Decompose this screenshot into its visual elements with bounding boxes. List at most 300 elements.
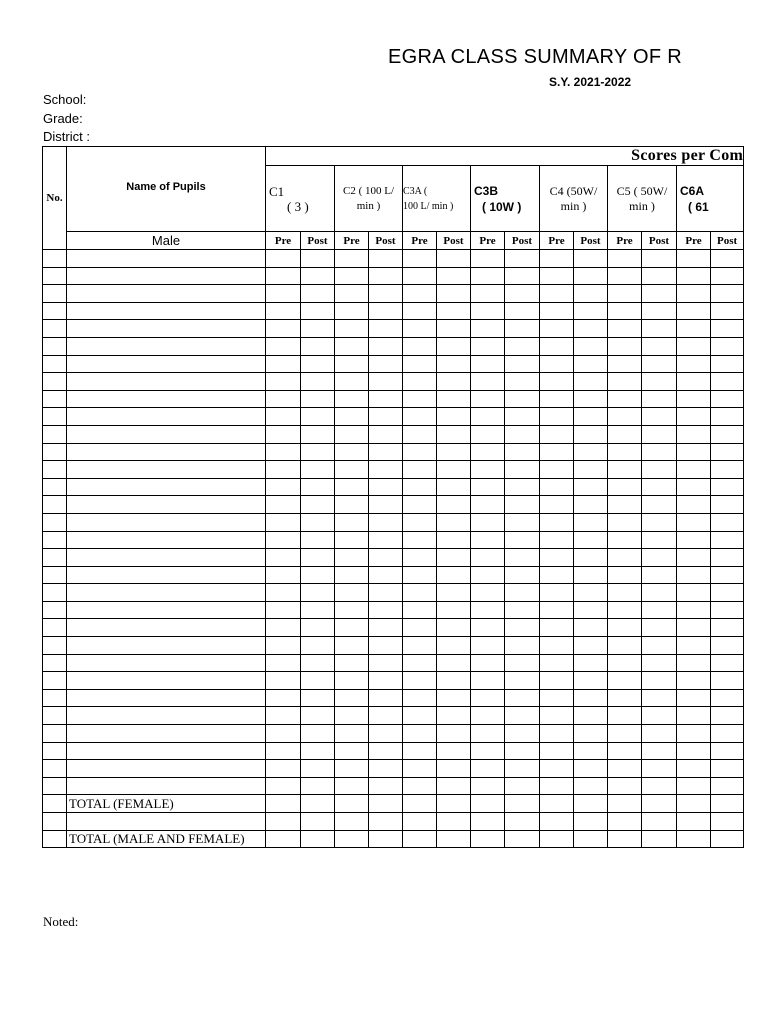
score-cell[interactable] [266, 795, 301, 813]
score-cell[interactable] [574, 443, 608, 461]
score-cell[interactable] [403, 373, 437, 391]
score-cell[interactable] [711, 390, 744, 408]
score-cell[interactable] [711, 601, 744, 619]
score-cell[interactable] [266, 531, 301, 549]
score-cell[interactable] [437, 619, 471, 637]
score-cell[interactable] [608, 760, 642, 778]
score-cell[interactable] [266, 443, 301, 461]
score-cell[interactable] [677, 725, 711, 743]
score-cell[interactable] [608, 742, 642, 760]
score-cell[interactable] [437, 302, 471, 320]
score-cell[interactable] [642, 390, 677, 408]
score-cell[interactable] [574, 742, 608, 760]
score-cell[interactable] [677, 373, 711, 391]
score-cell[interactable] [677, 425, 711, 443]
pupil-name-cell[interactable] [67, 549, 266, 567]
score-cell[interactable] [608, 461, 642, 479]
score-cell[interactable] [437, 672, 471, 690]
score-cell[interactable] [301, 777, 335, 795]
row-number-cell[interactable] [43, 408, 67, 426]
score-cell[interactable] [540, 496, 574, 514]
score-cell[interactable] [574, 285, 608, 303]
score-cell[interactable] [608, 777, 642, 795]
score-cell[interactable] [301, 478, 335, 496]
score-cell[interactable] [608, 355, 642, 373]
score-cell[interactable] [540, 390, 574, 408]
score-cell[interactable] [574, 355, 608, 373]
score-cell[interactable] [301, 601, 335, 619]
score-cell[interactable] [301, 795, 335, 813]
score-cell[interactable] [677, 250, 711, 268]
score-cell[interactable] [437, 601, 471, 619]
score-cell[interactable] [471, 478, 505, 496]
score-cell[interactable] [608, 654, 642, 672]
score-cell[interactable] [642, 760, 677, 778]
score-cell[interactable] [369, 601, 403, 619]
score-cell[interactable] [505, 443, 540, 461]
score-cell[interactable] [540, 672, 574, 690]
score-cell[interactable] [677, 760, 711, 778]
score-cell[interactable] [677, 742, 711, 760]
score-cell[interactable] [642, 513, 677, 531]
score-cell[interactable] [642, 601, 677, 619]
pupil-name-cell[interactable] [67, 619, 266, 637]
score-cell[interactable] [369, 619, 403, 637]
score-cell[interactable] [540, 461, 574, 479]
score-cell[interactable] [403, 531, 437, 549]
score-cell[interactable] [335, 795, 369, 813]
score-cell[interactable] [369, 707, 403, 725]
score-cell[interactable] [574, 373, 608, 391]
score-cell[interactable] [711, 425, 744, 443]
score-cell[interactable] [505, 355, 540, 373]
score-cell[interactable] [711, 689, 744, 707]
score-cell[interactable] [266, 689, 301, 707]
score-cell[interactable] [540, 549, 574, 567]
score-cell[interactable] [505, 373, 540, 391]
score-cell[interactable] [677, 566, 711, 584]
score-cell[interactable] [505, 654, 540, 672]
score-cell[interactable] [677, 531, 711, 549]
score-cell[interactable] [403, 777, 437, 795]
score-cell[interactable] [540, 813, 574, 831]
score-cell[interactable] [369, 689, 403, 707]
score-cell[interactable] [301, 725, 335, 743]
score-cell[interactable] [540, 302, 574, 320]
score-cell[interactable] [540, 285, 574, 303]
score-cell[interactable] [369, 742, 403, 760]
score-cell[interactable] [642, 320, 677, 338]
score-cell[interactable] [540, 777, 574, 795]
score-cell[interactable] [437, 513, 471, 531]
pupil-name-cell[interactable] [67, 672, 266, 690]
pupil-name-cell[interactable] [67, 725, 266, 743]
score-cell[interactable] [711, 619, 744, 637]
score-cell[interactable] [335, 443, 369, 461]
score-cell[interactable] [642, 355, 677, 373]
score-cell[interactable] [505, 425, 540, 443]
score-cell[interactable] [677, 777, 711, 795]
score-cell[interactable] [540, 320, 574, 338]
score-cell[interactable] [301, 513, 335, 531]
score-cell[interactable] [642, 619, 677, 637]
score-cell[interactable] [711, 795, 744, 813]
score-cell[interactable] [711, 707, 744, 725]
score-cell[interactable] [266, 566, 301, 584]
score-cell[interactable] [540, 355, 574, 373]
score-cell[interactable] [471, 461, 505, 479]
score-cell[interactable] [369, 478, 403, 496]
score-cell[interactable] [437, 742, 471, 760]
row-number-cell[interactable] [43, 390, 67, 408]
score-cell[interactable] [540, 619, 574, 637]
score-cell[interactable] [369, 795, 403, 813]
score-cell[interactable] [540, 654, 574, 672]
score-cell[interactable] [677, 549, 711, 567]
score-cell[interactable] [301, 285, 335, 303]
score-cell[interactable] [574, 637, 608, 655]
score-cell[interactable] [608, 390, 642, 408]
score-cell[interactable] [301, 390, 335, 408]
score-cell[interactable] [608, 584, 642, 602]
score-cell[interactable] [471, 584, 505, 602]
score-cell[interactable] [403, 725, 437, 743]
score-cell[interactable] [471, 689, 505, 707]
pupil-name-cell[interactable] [67, 637, 266, 655]
score-cell[interactable] [574, 654, 608, 672]
score-cell[interactable] [711, 672, 744, 690]
score-cell[interactable] [642, 337, 677, 355]
score-cell[interactable] [403, 549, 437, 567]
score-cell[interactable] [642, 654, 677, 672]
score-cell[interactable] [642, 443, 677, 461]
score-cell[interactable] [369, 760, 403, 778]
score-cell[interactable] [642, 795, 677, 813]
score-cell[interactable] [266, 760, 301, 778]
pupil-name-cell[interactable] [67, 355, 266, 373]
score-cell[interactable] [471, 267, 505, 285]
score-cell[interactable] [403, 302, 437, 320]
score-cell[interactable] [471, 830, 505, 848]
score-cell[interactable] [471, 285, 505, 303]
pupil-name-cell[interactable] [67, 478, 266, 496]
score-cell[interactable] [301, 830, 335, 848]
score-cell[interactable] [471, 373, 505, 391]
score-cell[interactable] [369, 337, 403, 355]
score-cell[interactable] [471, 742, 505, 760]
score-cell[interactable] [540, 637, 574, 655]
score-cell[interactable] [266, 584, 301, 602]
score-cell[interactable] [369, 654, 403, 672]
score-cell[interactable] [266, 707, 301, 725]
score-cell[interactable] [677, 795, 711, 813]
score-cell[interactable] [301, 566, 335, 584]
score-cell[interactable] [437, 425, 471, 443]
score-cell[interactable] [540, 337, 574, 355]
score-cell[interactable] [574, 496, 608, 514]
score-cell[interactable] [574, 425, 608, 443]
row-number-cell[interactable] [43, 742, 67, 760]
score-cell[interactable] [471, 777, 505, 795]
score-cell[interactable] [574, 267, 608, 285]
score-cell[interactable] [266, 461, 301, 479]
score-cell[interactable] [301, 584, 335, 602]
score-cell[interactable] [711, 478, 744, 496]
score-cell[interactable] [574, 320, 608, 338]
score-cell[interactable] [403, 707, 437, 725]
score-cell[interactable] [505, 496, 540, 514]
score-cell[interactable] [369, 672, 403, 690]
score-cell[interactable] [505, 531, 540, 549]
row-number-cell[interactable] [43, 461, 67, 479]
score-cell[interactable] [437, 531, 471, 549]
row-number-cell[interactable] [43, 795, 67, 813]
score-cell[interactable] [266, 619, 301, 637]
score-cell[interactable] [677, 478, 711, 496]
score-cell[interactable] [471, 725, 505, 743]
score-cell[interactable] [505, 549, 540, 567]
pupil-name-cell[interactable] [67, 390, 266, 408]
score-cell[interactable] [335, 320, 369, 338]
row-number-cell[interactable] [43, 777, 67, 795]
score-cell[interactable] [540, 689, 574, 707]
score-cell[interactable] [369, 355, 403, 373]
score-cell[interactable] [505, 601, 540, 619]
score-cell[interactable] [608, 320, 642, 338]
score-cell[interactable] [266, 390, 301, 408]
score-cell[interactable] [608, 531, 642, 549]
row-number-cell[interactable] [43, 302, 67, 320]
score-cell[interactable] [574, 725, 608, 743]
score-cell[interactable] [711, 337, 744, 355]
score-cell[interactable] [266, 496, 301, 514]
score-cell[interactable] [711, 725, 744, 743]
score-cell[interactable] [677, 637, 711, 655]
row-number-cell[interactable] [43, 443, 67, 461]
score-cell[interactable] [608, 795, 642, 813]
score-cell[interactable] [471, 302, 505, 320]
pupil-name-cell[interactable] [67, 566, 266, 584]
row-number-cell[interactable] [43, 531, 67, 549]
score-cell[interactable] [301, 267, 335, 285]
score-cell[interactable] [505, 408, 540, 426]
score-cell[interactable] [642, 777, 677, 795]
score-cell[interactable] [403, 285, 437, 303]
score-cell[interactable] [437, 320, 471, 338]
score-cell[interactable] [471, 566, 505, 584]
score-cell[interactable] [301, 760, 335, 778]
row-number-cell[interactable] [43, 478, 67, 496]
score-cell[interactable] [540, 250, 574, 268]
score-cell[interactable] [335, 619, 369, 637]
pupil-name-cell[interactable] [67, 760, 266, 778]
score-cell[interactable] [335, 513, 369, 531]
score-cell[interactable] [437, 373, 471, 391]
score-cell[interactable] [711, 742, 744, 760]
score-cell[interactable] [711, 531, 744, 549]
score-cell[interactable] [540, 267, 574, 285]
score-cell[interactable] [677, 601, 711, 619]
score-cell[interactable] [403, 689, 437, 707]
score-cell[interactable] [505, 337, 540, 355]
score-cell[interactable] [437, 337, 471, 355]
score-cell[interactable] [301, 742, 335, 760]
score-cell[interactable] [505, 513, 540, 531]
score-cell[interactable] [369, 302, 403, 320]
score-cell[interactable] [642, 373, 677, 391]
score-cell[interactable] [505, 637, 540, 655]
score-cell[interactable] [369, 425, 403, 443]
score-cell[interactable] [505, 461, 540, 479]
score-cell[interactable] [540, 566, 574, 584]
score-cell[interactable] [369, 373, 403, 391]
score-cell[interactable] [437, 250, 471, 268]
score-cell[interactable] [403, 408, 437, 426]
score-cell[interactable] [505, 566, 540, 584]
score-cell[interactable] [471, 813, 505, 831]
score-cell[interactable] [266, 320, 301, 338]
score-cell[interactable] [677, 584, 711, 602]
score-cell[interactable] [505, 707, 540, 725]
score-cell[interactable] [471, 601, 505, 619]
score-cell[interactable] [369, 637, 403, 655]
score-cell[interactable] [642, 302, 677, 320]
score-cell[interactable] [335, 672, 369, 690]
score-cell[interactable] [608, 566, 642, 584]
score-cell[interactable] [642, 549, 677, 567]
score-cell[interactable] [608, 830, 642, 848]
score-cell[interactable] [505, 250, 540, 268]
score-cell[interactable] [471, 496, 505, 514]
score-cell[interactable] [642, 461, 677, 479]
score-cell[interactable] [540, 795, 574, 813]
score-cell[interactable] [301, 496, 335, 514]
score-cell[interactable] [335, 777, 369, 795]
score-cell[interactable] [335, 425, 369, 443]
score-cell[interactable] [437, 285, 471, 303]
score-cell[interactable] [437, 795, 471, 813]
score-cell[interactable] [301, 461, 335, 479]
score-cell[interactable] [608, 813, 642, 831]
score-cell[interactable] [266, 408, 301, 426]
row-number-cell[interactable] [43, 285, 67, 303]
score-cell[interactable] [266, 513, 301, 531]
pupil-name-cell[interactable] [67, 443, 266, 461]
score-cell[interactable] [301, 302, 335, 320]
score-cell[interactable] [369, 408, 403, 426]
score-cell[interactable] [403, 320, 437, 338]
pupil-name-cell[interactable] [67, 654, 266, 672]
score-cell[interactable] [471, 795, 505, 813]
score-cell[interactable] [335, 531, 369, 549]
score-cell[interactable] [711, 637, 744, 655]
pupil-name-cell[interactable] [67, 373, 266, 391]
score-cell[interactable] [369, 813, 403, 831]
score-cell[interactable] [301, 320, 335, 338]
pupil-name-cell[interactable] [67, 813, 266, 831]
score-cell[interactable] [471, 320, 505, 338]
score-cell[interactable] [301, 654, 335, 672]
score-cell[interactable] [711, 566, 744, 584]
score-cell[interactable] [301, 672, 335, 690]
score-cell[interactable] [471, 549, 505, 567]
score-cell[interactable] [335, 707, 369, 725]
score-cell[interactable] [574, 619, 608, 637]
row-number-cell[interactable] [43, 637, 67, 655]
score-cell[interactable] [574, 813, 608, 831]
score-cell[interactable] [711, 267, 744, 285]
score-cell[interactable] [608, 478, 642, 496]
score-cell[interactable] [608, 637, 642, 655]
score-cell[interactable] [608, 267, 642, 285]
score-cell[interactable] [608, 672, 642, 690]
score-cell[interactable] [369, 725, 403, 743]
score-cell[interactable] [711, 443, 744, 461]
score-cell[interactable] [540, 373, 574, 391]
score-cell[interactable] [711, 408, 744, 426]
score-cell[interactable] [505, 672, 540, 690]
score-cell[interactable] [266, 355, 301, 373]
score-cell[interactable] [266, 654, 301, 672]
pupil-name-cell[interactable] [67, 267, 266, 285]
score-cell[interactable] [677, 285, 711, 303]
score-cell[interactable] [608, 285, 642, 303]
score-cell[interactable] [437, 830, 471, 848]
pupil-name-cell[interactable] [67, 513, 266, 531]
score-cell[interactable] [642, 425, 677, 443]
score-cell[interactable] [437, 637, 471, 655]
pupil-name-cell[interactable] [67, 742, 266, 760]
pupil-name-cell[interactable] [67, 689, 266, 707]
score-cell[interactable] [574, 566, 608, 584]
score-cell[interactable] [335, 408, 369, 426]
score-cell[interactable] [335, 830, 369, 848]
score-cell[interactable] [711, 373, 744, 391]
score-cell[interactable] [301, 707, 335, 725]
score-cell[interactable] [437, 584, 471, 602]
score-cell[interactable] [471, 707, 505, 725]
score-cell[interactable] [335, 337, 369, 355]
score-cell[interactable] [369, 584, 403, 602]
pupil-name-cell[interactable] [67, 461, 266, 479]
score-cell[interactable] [574, 689, 608, 707]
score-cell[interactable] [471, 337, 505, 355]
score-cell[interactable] [335, 390, 369, 408]
score-cell[interactable] [677, 672, 711, 690]
score-cell[interactable] [437, 496, 471, 514]
score-cell[interactable] [642, 584, 677, 602]
score-cell[interactable] [540, 425, 574, 443]
score-cell[interactable] [369, 513, 403, 531]
score-cell[interactable] [505, 478, 540, 496]
score-cell[interactable] [642, 408, 677, 426]
score-cell[interactable] [266, 373, 301, 391]
score-cell[interactable] [437, 390, 471, 408]
score-cell[interactable] [574, 302, 608, 320]
score-cell[interactable] [437, 443, 471, 461]
score-cell[interactable] [505, 584, 540, 602]
score-cell[interactable] [540, 601, 574, 619]
score-cell[interactable] [711, 584, 744, 602]
score-cell[interactable] [711, 654, 744, 672]
score-cell[interactable] [369, 777, 403, 795]
score-cell[interactable] [677, 496, 711, 514]
score-cell[interactable] [642, 637, 677, 655]
score-cell[interactable] [711, 355, 744, 373]
score-cell[interactable] [711, 302, 744, 320]
score-cell[interactable] [642, 566, 677, 584]
score-cell[interactable] [642, 689, 677, 707]
